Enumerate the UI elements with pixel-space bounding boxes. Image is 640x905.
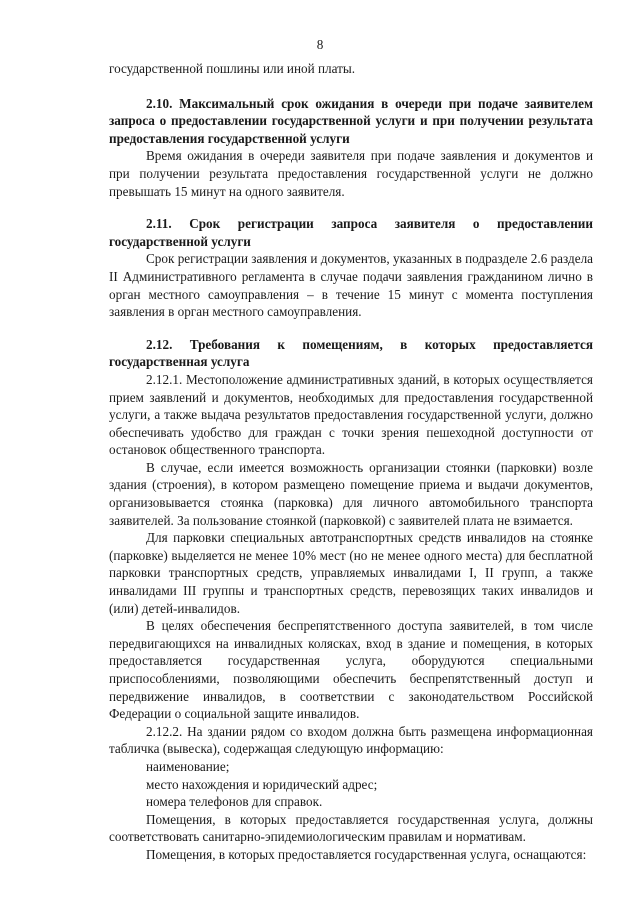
section-heading: 2.12. Требования к помещениям, в которых предоставляется государственная услуга xyxy=(109,336,593,370)
paragraph: Время ожидания в очереди заявителя при подаче заявления и документов и при получении результата предоставления государственной услуги не должно превышать 15 минут на одного заявителя. xyxy=(109,148,593,199)
paragraph: наименование; xyxy=(146,758,230,774)
paragraph: В целях обеспечения беспрепятственного доступа заявителей, в том числе передвигающихся на инвалидных колясках, вход в здание и помещения, в которых предоставляется государственная услуга, оборудуются специальными приспособлениями, позволяющими обеспечить беспрепятственный доступ и передвижение инвалидов, в соответствии с законодательством Российской Федерации о социальной защите инвалидов. xyxy=(109,618,593,722)
section-spacer xyxy=(109,78,593,95)
page-number: 8 xyxy=(316,37,324,52)
paragraph: Срок регистрации заявления и документов, указанных в подразделе 2.6 раздела II Административного регламента в случае подачи заявления гражданином лично в орган местного самоуправления – в течение 15 минут с момента поступления заявления в орган местного самоуправления. xyxy=(109,251,593,320)
paragraph: Помещения, в которых предоставляется государственная услуга, оснащаются: xyxy=(146,846,587,862)
section-heading: 2.10. Максимальный срок ожидания в очереди при подаче заявителем запроса о предоставлении государственной услуги и при получении результата предоставления государственной услуги xyxy=(109,95,593,146)
section-heading: 2.11. Срок регистрации запроса заявителя о предоставлении государственной услуги xyxy=(109,216,593,249)
section-spacer xyxy=(109,200,593,215)
page-content xyxy=(109,60,593,864)
paragraph: 2.12.1. Местоположение административных зданий, в которых осуществляется прием заявлений и документов, необходимых для предоставления государственной услуги, а также выдача результатов предоставления государственной услуги, должно обеспечивать удобство для граждан с точки зрения пешеходной доступности от остановок общественного транспорта. xyxy=(109,371,593,458)
paragraph: В случае, если имеется возможность организации стоянки (парковки) возле здания (строения), в котором размещено помещение приема и выдачи документов, организовывается стоянка (парковка) для личного автомобильного транспорта заявителей. За пользование стоянкой (парковкой) с заявителей плата не взимается. xyxy=(109,459,593,528)
section-spacer xyxy=(109,321,593,336)
paragraph: Помещения, в которых предоставляется государственная услуга, должны соответствовать санитарно-эпидемиологическим правилам и нормативам. xyxy=(109,811,593,845)
paragraph: место нахождения и юридический адрес; xyxy=(146,776,378,792)
paragraph: 2.12.2. На здании рядом со входом должна быть размещена информационная табличка (вывеска), содержащая следующую информацию: xyxy=(109,723,593,757)
paragraph: государственной пошлины или иной платы. xyxy=(109,61,356,76)
paragraph: номера телефонов для справок. xyxy=(146,794,323,810)
paragraph: Для парковки специальных автотранспортных средств инвалидов на стоянке (парковке) выделяется не менее 10% мест (но не менее одного места) для бесплатной парковки транспортных средств, управляемых инвалидами I, II групп, а также инвалидами III группы и транспортных средств, перевозящих таких инвалидов и (или) детей-инвалидов. xyxy=(109,530,593,616)
